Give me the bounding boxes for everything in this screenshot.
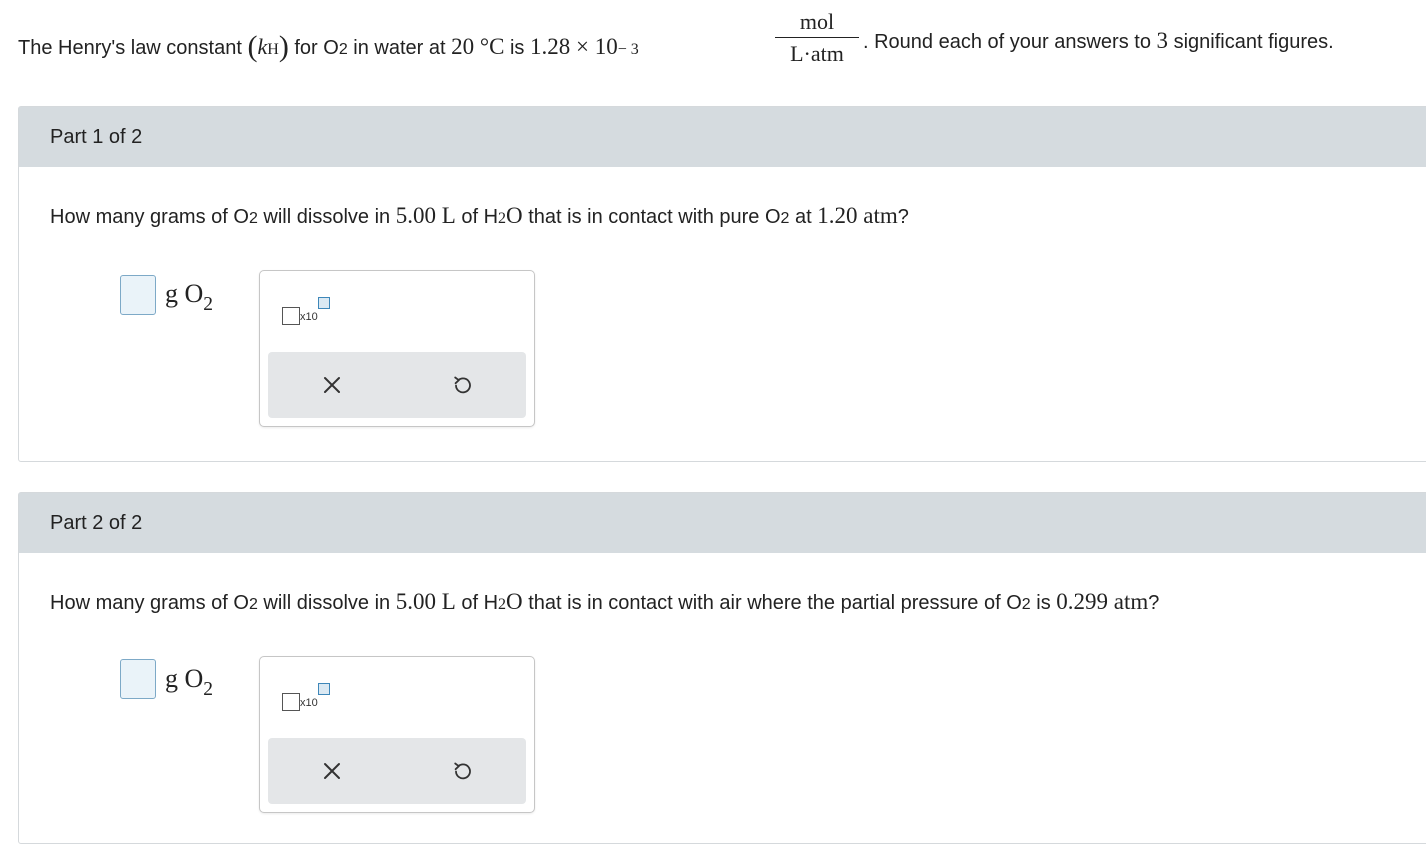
exponent-box-icon [318, 297, 330, 309]
part-2-answer-unit [165, 664, 214, 700]
part-1-header: Part 1 of 2 [19, 107, 1426, 167]
unit-denominator: L·atm [790, 41, 844, 66]
q1-text-a: How many grams of O [50, 206, 249, 228]
part-2-question: How many grams of O 2 will dissolve in 5.00 L of H 2 O that is in contact with air where the partial pressure of O 2 is 0.299 atm ? [50, 589, 1160, 614]
part-2-action-bar [268, 738, 526, 804]
part-2-unit-text: g O [165, 664, 204, 693]
q2-text-d: O [506, 589, 523, 614]
q2-text-b: will dissolve in [263, 592, 391, 614]
part-1-unit-sub: 2 [203, 293, 214, 315]
fraction-bar [775, 37, 859, 38]
part-2-tool-panel [259, 656, 535, 813]
q2-qmark: ? [1148, 592, 1160, 614]
intro-text-4: is [509, 37, 525, 59]
q1-pressure: 1.20 atm [817, 203, 898, 228]
intro-text-5: . Round each of your answers to [863, 31, 1151, 53]
q2-volume: 5.00 L [395, 589, 456, 614]
close-icon [322, 761, 342, 781]
part-1-answer-input[interactable] [120, 275, 156, 315]
q2-text-c: of H [461, 592, 499, 614]
q1-text-f: at [795, 206, 812, 228]
part-1-question: How many grams of O 2 will dissolve in 5.00 L of H 2 O that is in contact with pure O 2 at 1.20 atm ? [50, 203, 909, 228]
intro-text-2: for O [294, 37, 339, 59]
q2-pressure: 0.299 atm [1056, 589, 1149, 614]
part-2-header: Part 2 of 2 [19, 493, 1426, 553]
unit-numerator: mol [799, 9, 835, 34]
q1-text-d: O [506, 203, 523, 228]
intro-text-3: in water at [353, 37, 446, 59]
intro-rounding-instruction [863, 28, 1334, 54]
q2-text-a: How many grams of O [50, 592, 249, 614]
q2-text-f: is [1036, 592, 1051, 614]
q1-text-c: of H [461, 206, 499, 228]
mantissa-box-icon [282, 693, 300, 711]
x10-label: x10 [300, 697, 318, 709]
problem-statement: The Henry's law constant ( k H ) for O 2 in water at 20 °C is 1.28 × 10 − 3 mol L·atm . Round each of your answers to 3 significant figures. [18, 9, 1334, 66]
q1-qmark: ? [897, 206, 909, 228]
part-1-tool-panel [259, 270, 535, 427]
q1-text-b: will dissolve in [263, 206, 391, 228]
intro-text-1: The Henry's law constant [18, 37, 242, 59]
part-1-card [18, 106, 1426, 462]
scientific-notation-button[interactable] [282, 681, 342, 715]
part-1-unit-text: g O [165, 279, 204, 308]
part-2-unit-sub: 2 [203, 678, 214, 700]
temperature-value: 20 °C [451, 34, 505, 59]
paren-close: ) [278, 30, 289, 63]
part-2-undo-button[interactable] [446, 755, 478, 787]
unit-fraction [775, 8, 859, 68]
part-2-answer-input[interactable] [120, 659, 156, 699]
undo-icon [452, 761, 472, 781]
part-2-clear-button[interactable] [316, 755, 348, 787]
undo-icon [452, 375, 472, 395]
part-1-action-bar [268, 352, 526, 418]
part-1-answer-unit [165, 279, 214, 315]
exponent-box-icon [318, 683, 330, 695]
scientific-notation-button[interactable] [282, 295, 342, 329]
constant-value: 1.28 × 10 [530, 34, 618, 59]
paren-open: ( [247, 30, 258, 63]
part-1-clear-button[interactable] [316, 369, 348, 401]
q2-text-e: that is in contact with air where the partial pressure of O [528, 592, 1022, 614]
intro-text-6: significant figures. [1173, 31, 1334, 53]
x10-label: x10 [300, 311, 318, 323]
part-1-undo-button[interactable] [446, 369, 478, 401]
mantissa-box-icon [282, 307, 300, 325]
henry-constant-symbol: k [257, 34, 268, 59]
sigfig-count: 3 [1156, 28, 1169, 53]
close-icon [322, 375, 342, 395]
part-2-card [18, 492, 1426, 844]
q1-text-e: that is in contact with pure O [528, 206, 781, 228]
q1-volume: 5.00 L [395, 203, 456, 228]
